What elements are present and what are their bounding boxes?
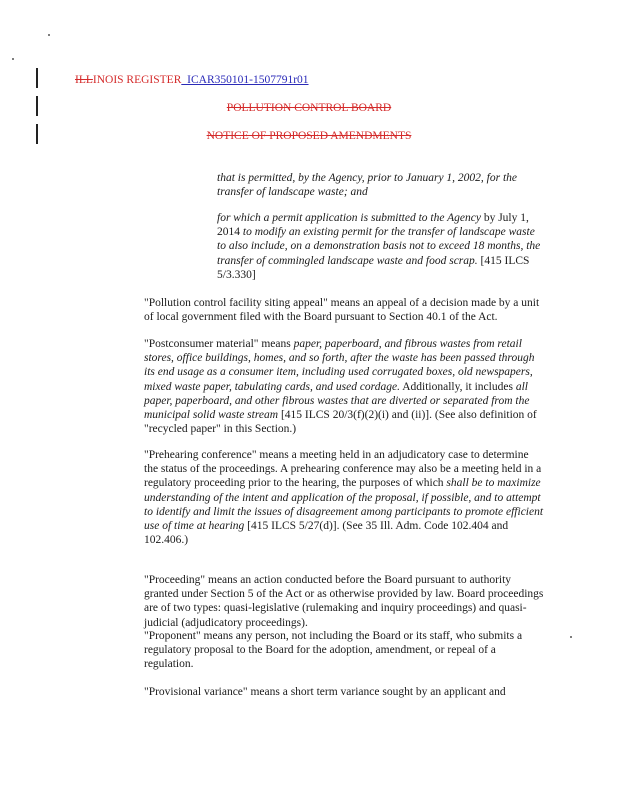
scan-speck: [12, 58, 14, 60]
scan-speck: [48, 34, 50, 36]
register-header: [75, 73, 309, 87]
continuation-text-2c: to modify an existing permit for the transfer of landscape waste to also include, on a demonstration basis not to exceed 18 months, the transfer of commingled landscape waste and food scrap.: [217, 226, 541, 267]
scan-speck: [570, 636, 572, 638]
definition-proceeding: [144, 573, 544, 630]
definition-quote: shall be to maximize understanding of the intent and application of the proposal, if possible, and to attempt to identify and limit the issues of disagreement among participants to promote efficient use of time at hearing: [144, 477, 544, 533]
change-bar: [36, 68, 38, 88]
board-header: POLLUTION CONTROL BOARD: [226, 102, 392, 114]
definition-text: "Proceeding" means an action conducted before the Board pursuant to authority granted under Section 5 of the Act or as otherwise provided by law. Board proceedings are of two types: quasi-legislative (rulemaking and inquiry proceedings) and quasi-judicial (adjudicatory proceedings).: [144, 574, 544, 629]
definition-text: Additionally, it includes: [399, 380, 516, 393]
register-prefix-deleted: ILL: [75, 74, 93, 86]
notice-header: NOTICE OF PROPOSED AMENDMENTS: [206, 130, 412, 142]
continuation-text-2b: by July 1, 2014: [217, 212, 529, 239]
definition-siting-appeal: [144, 296, 544, 324]
continuation-citation: [415 ILCS 5/3.330]: [217, 254, 530, 281]
definition-text: "Postconsumer material" means: [144, 338, 294, 350]
continuation-paragraph-2: [217, 211, 542, 282]
definition-quote: paper, paperboard, and fibrous wastes from retail stores, office buildings, homes, and so forth, after the waste has been passed through its end usage as a consumer item, including used corrugated boxes, old newspapers, mixed waste paper, tabulating cards, and used cordage.: [144, 338, 535, 393]
definition-text: [415 ILCS 20/3(f)(2)(i) and (ii)]. (See also definition of "recycled paper" in this Section.): [144, 409, 537, 436]
definition-proponent: [144, 629, 544, 672]
definition-text: "Provisional variance" means a short term variance sought by an applicant and: [144, 686, 506, 698]
definition-quote: all paper, paperboard, and other fibrous wastes that are diverted or separated from the municipal solid waste stream: [144, 380, 530, 422]
definition-postconsumer-material: [144, 337, 544, 436]
continuation-text-1: that is permitted, by the Agency, prior to January 1, 2002, for the transfer of landscape waste; and: [217, 172, 518, 199]
continuation-paragraph-1: [217, 171, 542, 199]
definition-provisional-variance: [144, 685, 544, 699]
definition-text: [415 ILCS 5/27(d)]. (See 35 Ill. Adm. Code 102.404 and 102.406.): [144, 520, 509, 547]
definition-prehearing-conference: [144, 448, 544, 547]
register-name: INOIS REGISTER: [92, 74, 182, 86]
register-code: _ICAR350101-1507791r01: [181, 74, 309, 86]
definition-text: "Proponent" means any person, not including the Board or its staff, who submits a regulatory proposal to the Board for the adoption, amendment, or repeal of a regulation.: [144, 630, 523, 671]
definition-text: "Prehearing conference" means a meeting held in an adjudicatory case to determine the status of the proceedings. A prehearing conference may also be a meeting held in a regulatory proceeding prior to the hearing, the purposes of which: [144, 449, 542, 490]
definition-text: "Pollution control facility siting appeal" means an appeal of a decision made by a unit of local government filed with the Board pursuant to Section 40.1 of the Act.: [144, 297, 540, 324]
continuation-text-2a: for which a permit application is submitted to the Agency: [217, 212, 481, 224]
